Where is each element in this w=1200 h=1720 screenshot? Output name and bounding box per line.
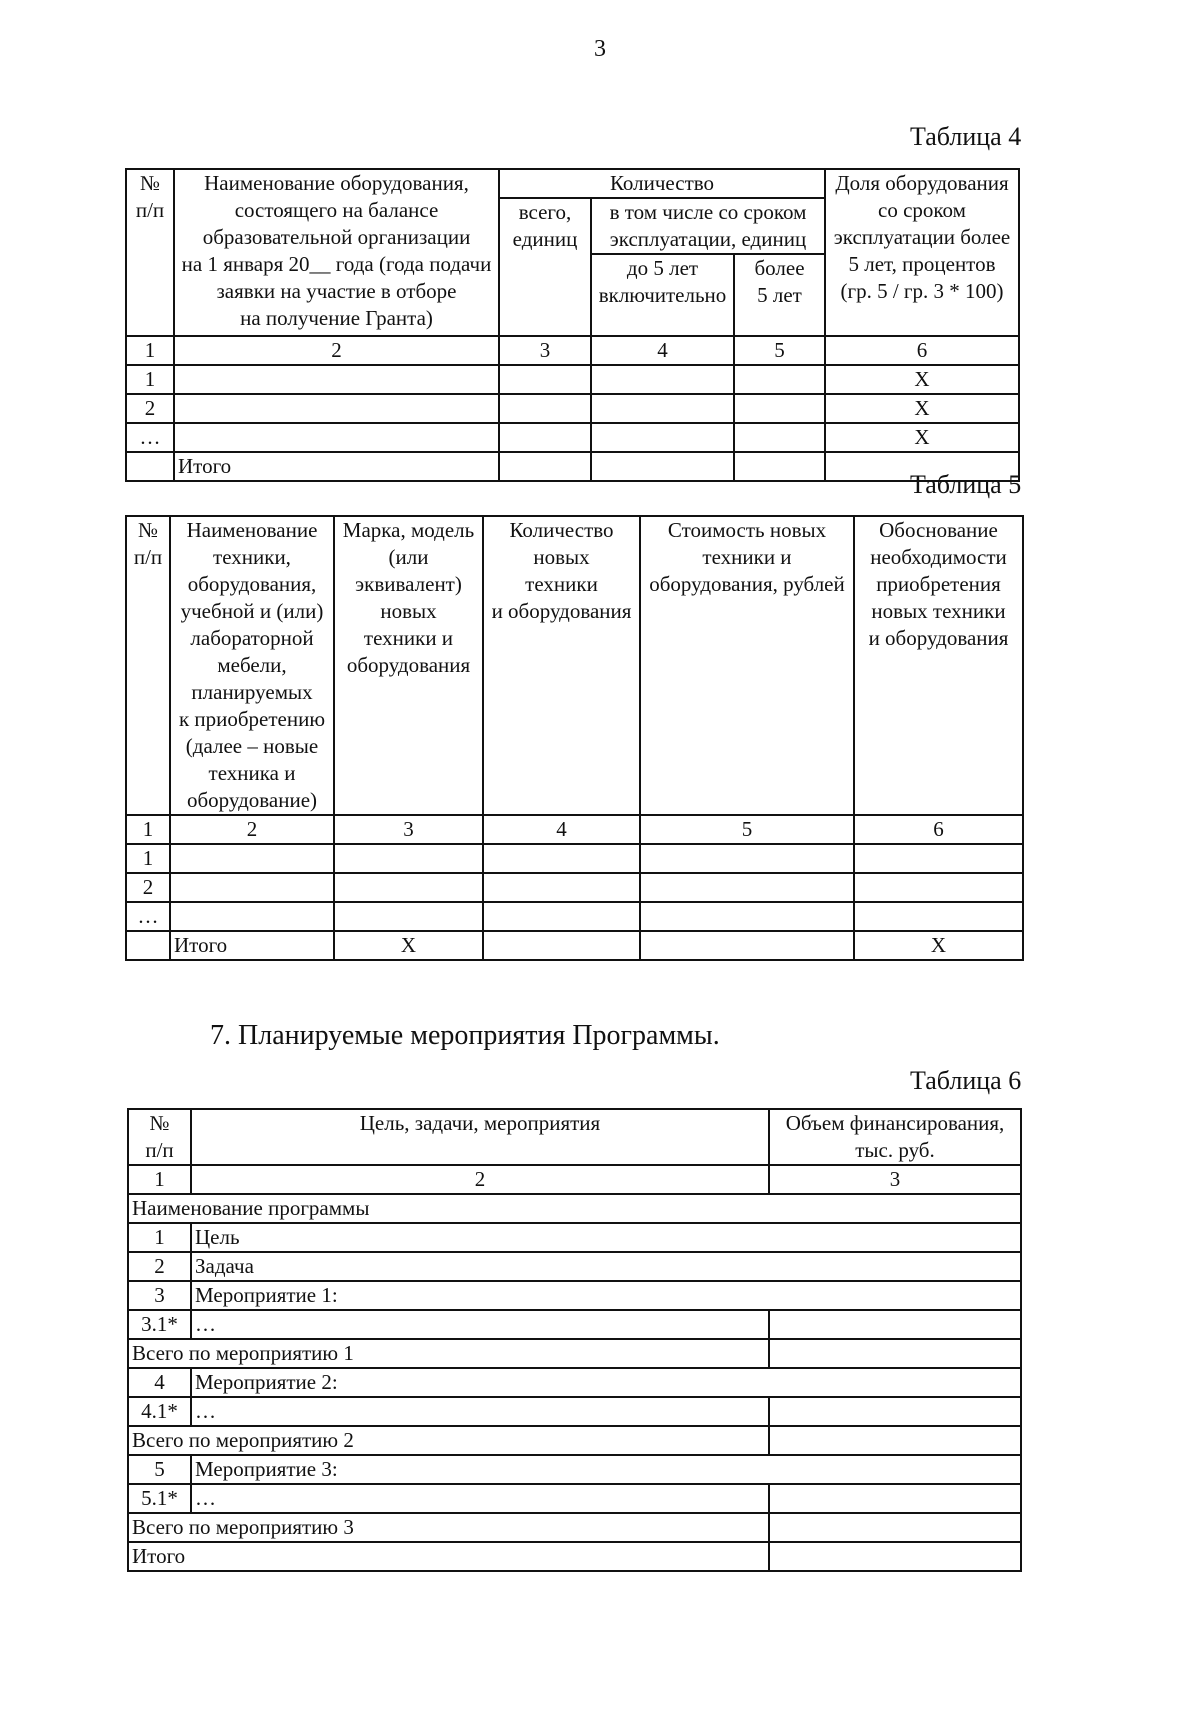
cell — [640, 902, 854, 931]
t4-colnum: 1 — [126, 336, 174, 365]
t6-measure-sub: … — [191, 1484, 769, 1513]
cell — [174, 394, 499, 423]
cell — [640, 873, 854, 902]
table-row — [128, 1339, 1021, 1368]
t6-header-goal: Цель, задачи, мероприятия — [191, 1109, 769, 1165]
t5-colnum: 1 — [126, 815, 170, 844]
cell — [483, 844, 640, 873]
t6-row-num: 2 — [128, 1252, 191, 1281]
t4-row-mark: X — [825, 394, 1019, 423]
cell — [640, 844, 854, 873]
t5-colnum: 5 — [640, 815, 854, 844]
table-row — [128, 1513, 1021, 1542]
cell — [499, 394, 591, 423]
cell — [591, 452, 734, 481]
cell — [734, 452, 825, 481]
t6-grand-total: Итого — [128, 1542, 769, 1571]
table-row — [128, 1368, 1021, 1397]
table-row — [126, 873, 1023, 902]
cell — [126, 931, 170, 960]
t6-grand-total-row — [128, 1542, 1021, 1571]
cell — [640, 931, 854, 960]
cell — [591, 394, 734, 423]
cell — [483, 931, 640, 960]
cell — [769, 1513, 1021, 1542]
table-row — [126, 902, 1023, 931]
t5-colnum: 3 — [334, 815, 483, 844]
t4-header-total-units: всего, единиц — [499, 198, 591, 336]
table-row — [128, 1426, 1021, 1455]
cell — [170, 873, 334, 902]
table-row — [128, 1223, 1021, 1252]
t6-colnum: 3 — [769, 1165, 1021, 1194]
cell — [734, 423, 825, 452]
t6-measure-total: Всего по мероприятию 1 — [128, 1339, 769, 1368]
t4-header-up-to-5: до 5 лет включительно — [591, 254, 734, 336]
t4-row-mark: X — [825, 423, 1019, 452]
t6-header-num: № п/п — [128, 1109, 191, 1165]
t6-row-num: 5 — [128, 1455, 191, 1484]
cell — [591, 365, 734, 394]
table5-caption: Таблица 5 — [910, 470, 1022, 499]
t4-colnum: 4 — [591, 336, 734, 365]
table-row — [126, 365, 1019, 394]
t5-header-cost: Стоимость новых техники и оборудования, рублей — [640, 516, 854, 815]
t5-column-numbers — [126, 815, 1023, 844]
cell — [174, 365, 499, 394]
table6 — [127, 1108, 1022, 1572]
t6-measure-sub: … — [191, 1310, 769, 1339]
cell — [769, 1484, 1021, 1513]
t5-header-brand-model: Марка, модель (или эквивалент) новых техники и оборудования — [334, 516, 483, 815]
t4-total-row — [126, 452, 1019, 481]
cell — [769, 1542, 1021, 1571]
table4-caption: Таблица 4 — [910, 122, 1022, 151]
t5-row-num: … — [126, 902, 170, 931]
table-row — [128, 1252, 1021, 1281]
t5-header-equipment-name: Наименование техники, оборудования, учебной и (или) лабораторной мебели, планируемых к приобретению (далее – новые техника и оборудование) — [170, 516, 334, 815]
t6-measure-title: Мероприятие 2: — [191, 1368, 1021, 1397]
cell — [734, 365, 825, 394]
t5-colnum: 4 — [483, 815, 640, 844]
cell — [483, 902, 640, 931]
table-row — [128, 1397, 1021, 1426]
table-row — [126, 394, 1019, 423]
t5-header-quantity: Количество новых техники и оборудования — [483, 516, 640, 815]
t5-colnum: 2 — [170, 815, 334, 844]
t5-total-label: Итого — [170, 931, 334, 960]
t4-total-label: Итого — [174, 452, 499, 481]
cell — [769, 1310, 1021, 1339]
cell — [126, 452, 174, 481]
table-row — [128, 1455, 1021, 1484]
t6-measure-total: Всего по мероприятию 2 — [128, 1426, 769, 1455]
page-number: 3 — [594, 36, 606, 62]
table6-caption: Таблица 6 — [910, 1066, 1022, 1095]
t6-row-goal: Цель — [191, 1223, 1021, 1252]
cell — [170, 902, 334, 931]
t5-header-num: № п/п — [126, 516, 170, 815]
section-title: 7. Планируемые мероприятия Программы. — [210, 1020, 720, 1051]
t5-total-mark: X — [854, 931, 1023, 960]
t4-header-including: в том числе со сроком эксплуатации, единиц — [591, 198, 825, 254]
t4-row-mark: X — [825, 365, 1019, 394]
t6-measure-total: Всего по мероприятию 3 — [128, 1513, 769, 1542]
table-row — [128, 1310, 1021, 1339]
t6-row-num: 3 — [128, 1281, 191, 1310]
cell — [854, 873, 1023, 902]
t6-measure-sub: … — [191, 1397, 769, 1426]
cell — [170, 844, 334, 873]
t6-column-numbers — [128, 1165, 1021, 1194]
cell — [499, 423, 591, 452]
table4 — [125, 168, 1020, 482]
t6-colnum: 2 — [191, 1165, 769, 1194]
t4-header-share: Доля оборудования со сроком эксплуатации более 5 лет, процентов (гр. 5 / гр. 3 * 100) — [825, 169, 1019, 336]
t6-measure-title: Мероприятие 1: — [191, 1281, 1021, 1310]
table-row — [128, 1281, 1021, 1310]
t6-row-task: Задача — [191, 1252, 1021, 1281]
table-row — [126, 844, 1023, 873]
t6-row-num: 4 — [128, 1368, 191, 1397]
t6-row-num: 1 — [128, 1223, 191, 1252]
cell — [483, 873, 640, 902]
t4-header-num: № п/п — [126, 169, 174, 336]
t5-row-num: 2 — [126, 873, 170, 902]
t5-total-mark: X — [334, 931, 483, 960]
cell — [769, 1339, 1021, 1368]
cell — [334, 902, 483, 931]
t4-row-num: 2 — [126, 394, 174, 423]
t4-header-over-5: более 5 лет — [734, 254, 825, 336]
t6-row-num: 5.1* — [128, 1484, 191, 1513]
table5 — [125, 515, 1024, 961]
t4-row-num: 1 — [126, 365, 174, 394]
t6-measure-title: Мероприятие 3: — [191, 1455, 1021, 1484]
t4-colnum: 5 — [734, 336, 825, 365]
cell — [334, 873, 483, 902]
t6-header-funding: Объем финансирования, тыс. руб. — [769, 1109, 1021, 1165]
cell — [769, 1397, 1021, 1426]
cell — [499, 365, 591, 394]
cell — [734, 394, 825, 423]
t5-total-row — [126, 931, 1023, 960]
cell — [334, 844, 483, 873]
table-row — [126, 423, 1019, 452]
cell — [854, 902, 1023, 931]
cell — [499, 452, 591, 481]
t4-colnum: 2 — [174, 336, 499, 365]
t5-row-num: 1 — [126, 844, 170, 873]
t4-header-equipment-name: Наименование оборудования, состоящего на балансе образовательной организации на 1 января 20__ года (года подачи заявки на участие в отборе на получение Гранта) — [174, 169, 499, 336]
t6-program-name: Наименование программы — [128, 1194, 1021, 1223]
t4-row-num: … — [126, 423, 174, 452]
cell — [591, 423, 734, 452]
t6-colnum: 1 — [128, 1165, 191, 1194]
t4-header-quantity: Количество — [499, 169, 825, 198]
cell — [854, 844, 1023, 873]
table-row — [128, 1484, 1021, 1513]
t4-colnum: 3 — [499, 336, 591, 365]
t6-row-num: 4.1* — [128, 1397, 191, 1426]
t4-column-numbers — [126, 336, 1019, 365]
t5-colnum: 6 — [854, 815, 1023, 844]
t6-program-row — [128, 1194, 1021, 1223]
t4-colnum: 6 — [825, 336, 1019, 365]
t5-header-reason: Обоснование необходимости приобретения новых техники и оборудования — [854, 516, 1023, 815]
cell — [174, 423, 499, 452]
t6-row-num: 3.1* — [128, 1310, 191, 1339]
cell — [769, 1426, 1021, 1455]
